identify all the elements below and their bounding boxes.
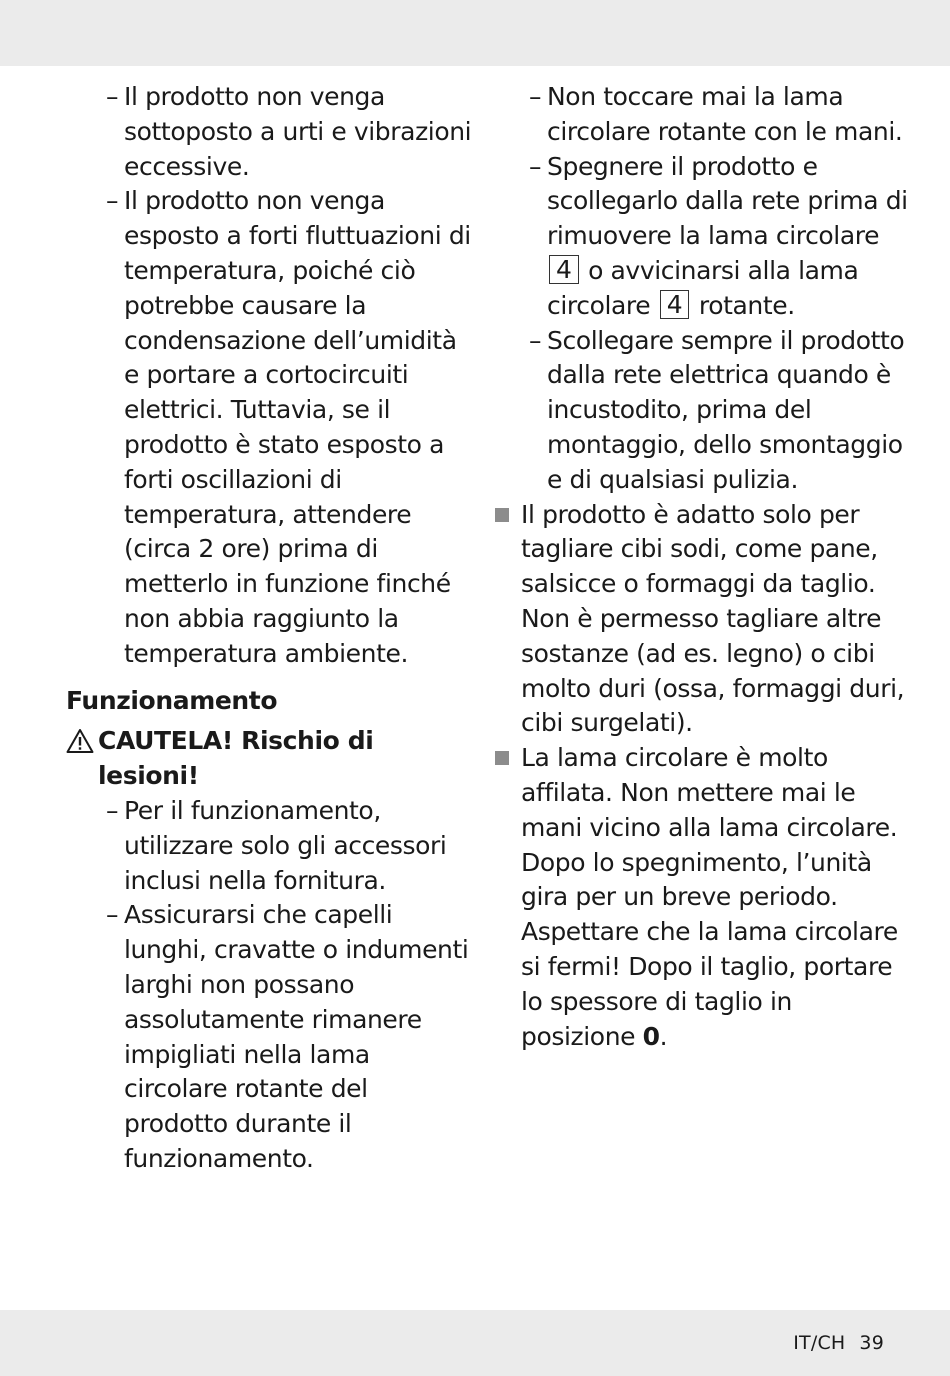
list-item-text: Il prodotto non venga sottoposto a urti e vibrazioni eccessive. [124,82,472,181]
dash-marker: – [106,186,119,216]
left-column [66,80,476,1177]
dash-marker: – [529,82,542,111]
list-item [66,184,476,671]
text-segment: La lama circolare è molto affilata. Non mettere mai le mani vicino alla lama circolare. Dopo lo spegnimento, l’unità gira per un breve periodo. Aspettare che la lama circolare si fermi! Dopo il taglio, portare lo spessore di taglio in posizione [521,743,898,1051]
dash-marker: – [529,151,542,181]
warning-triangle-icon [66,728,94,754]
dash-marker: – [106,82,119,111]
list-item-text [547,150,910,324]
text-segment: o avvicinarsi alla lama circolare [547,255,859,320]
list-item-text: Non toccare mai la lama circolare rotante con le mani. [547,82,903,146]
square-bullet-icon [495,508,509,522]
bullet-item [490,741,910,1054]
list-item [490,150,910,324]
part-reference-box: 4 [549,255,579,284]
text-segment: rotante. [698,290,795,320]
bullet-item [490,498,910,742]
position-value: 0 [642,1021,660,1051]
section-title: Funzionamento [66,685,278,715]
list-item [490,324,910,498]
list-item [66,898,476,1176]
part-reference-box: 4 [660,290,690,319]
top-band [0,0,950,66]
list-item-text: Assicurarsi che capelli lunghi, cravatte o indumenti larghi non possano assolutamente rimanere impigliati nella lama circolare rotante del prodotto durante il funzionamento. [124,900,469,1173]
text-segment: Spegnere il prodotto e scollegarlo dalla rete prima di rimuovere la lama circolare [547,151,908,251]
warning-title: CAUTELA! Rischio di lesioni! [98,726,374,791]
dash-marker: – [529,325,542,355]
right-column [490,80,910,1054]
warning-heading [66,724,476,794]
list-item-text: Per il funzionamento, utilizzare solo gli accessori inclusi nella fornitura. [124,795,447,895]
list-item [66,794,476,898]
page-footer [793,1332,884,1354]
list-item [490,80,910,150]
dash-marker: – [106,795,119,825]
bullet-item-text: Il prodotto è adatto solo per tagliare cibi sodi, come pane, salsicce o formaggi da taglio. Non è permesso tagliare altre sostanze (ad es. legno) o cibi molto duri (ossa, formaggi duri, cibi surgelati). [521,499,905,738]
dash-marker: – [106,900,119,930]
bullet-item-text [521,741,910,1054]
square-bullet-icon [495,751,509,765]
list-item-text: Scollegare sempre il prodotto dalla rete elettrica quando è incustodito, prima del montaggio, dello smontaggio e di qualsiasi pulizia. [547,325,905,494]
locale-label: IT/CH [793,1332,846,1354]
list-item [66,80,476,184]
list-item-text: Il prodotto non venga esposto a forti fluttuazioni di temperatura, poiché ciò potrebbe causare la condensazione dell’umidità e portare a cortocircuiti elettrici. Tuttavia, se il prodotto è stato esposto a forti oscillazioni di temperatura, attendere (circa 2 ore) prima di metterlo in funzione finché non abbia raggiunto la temperatura ambiente. [124,186,471,668]
page-number: 39 [859,1332,884,1354]
text-segment: . [659,1021,668,1051]
